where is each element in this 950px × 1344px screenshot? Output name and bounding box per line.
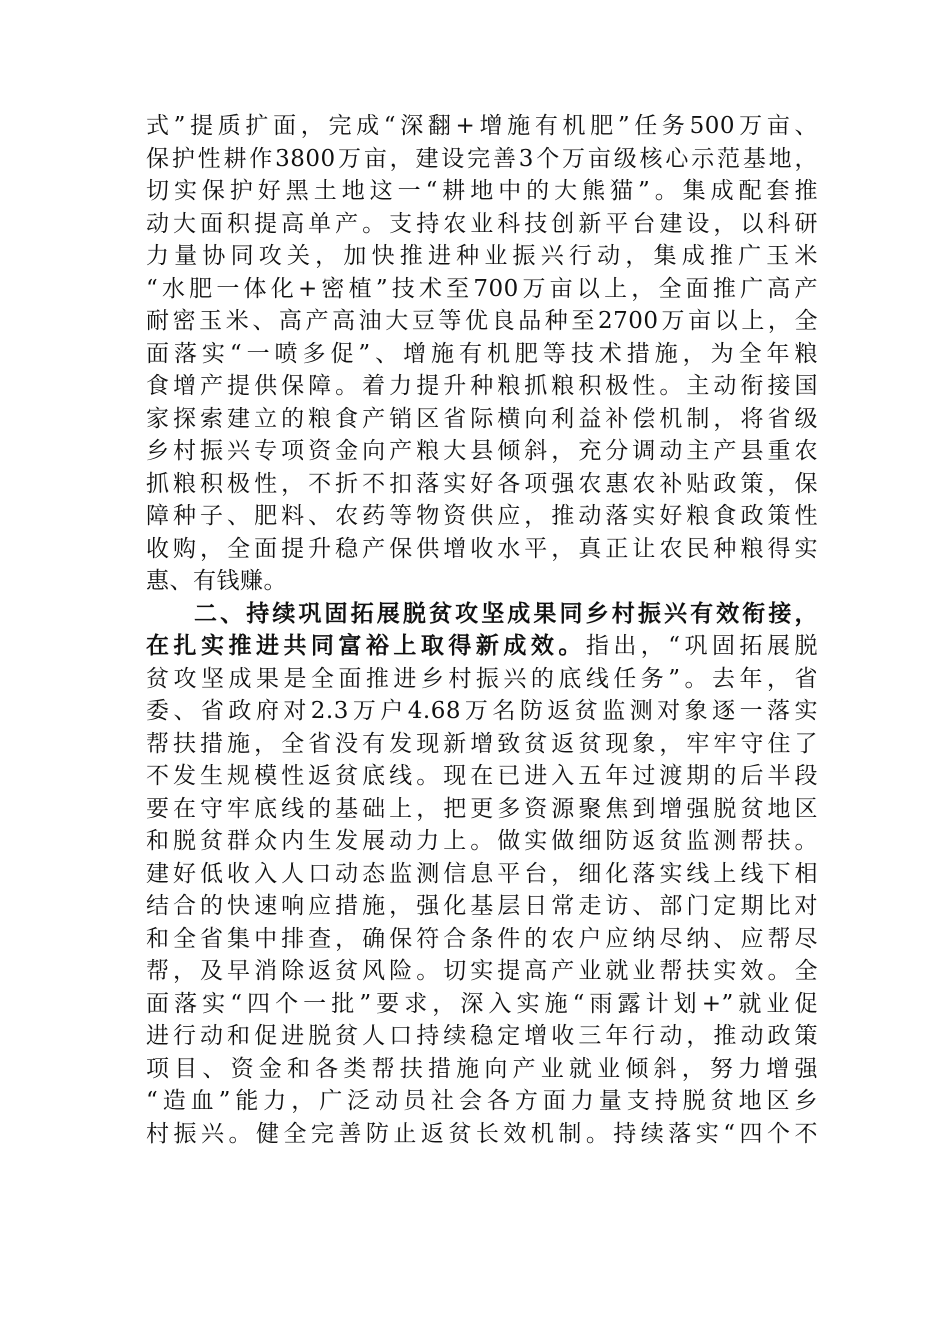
text-line: 贫攻坚成果是全面推进乡村振兴的底线任务”。去年，省 [146, 665, 818, 692]
paragraph-grain-production [146, 110, 818, 598]
text-line: 结合的快速响应措施，强化基层日常走访、部门定期比对 [146, 893, 818, 919]
text-line: 村振兴。健全完善防止返贫长效机制。持续落实“四个不 [146, 1120, 818, 1147]
text-line: 收购，全面提升稳产保供增收水平，真正让农民种粮得实 [146, 535, 818, 562]
text-line: 建好低收入人口动态监测信息平台，细化落实线上线下相 [146, 860, 818, 887]
text-line: 食增产提供保障。着力提升种粮抓粮积极性。主动衔接国 [146, 373, 818, 399]
text-line: 委、省政府对2.3万户4.68万名防返贫监测对象逐一落实 [146, 698, 818, 724]
text-line: 动大面积提高单产。支持农业科技创新平台建设，以科研 [146, 210, 818, 237]
text-line: 障种子、肥料、农药等物资供应，推动落实好粮食政策性 [146, 503, 818, 529]
text-line: 保护性耕作3800万亩，建设完善3个万亩级核心示范基地， [146, 145, 818, 172]
text-line: 耐密玉米、高产高油大豆等优良品种至2700万亩以上，全 [146, 308, 818, 334]
text-fragment: 指出，“巩固拓展脱 [585, 633, 818, 659]
text-line: “水肥一体化+密植”技术至700万亩以上，全面推广高产 [146, 275, 818, 302]
text-line: 抓粮积极性，不折不扣落实好各项强农惠农补贴政策，保 [146, 470, 818, 497]
document-body [146, 110, 818, 1150]
text-line [146, 630, 818, 663]
text-line: 帮扶措施，全省没有发现新增致贫返贫现象，牢牢守住了 [146, 730, 818, 757]
text-line: 面落实“四个一批”要求，深入实施“雨露计划+”就业促 [146, 990, 818, 1017]
text-line: 项目、资金和各类帮扶措施向产业就业倾斜，努力增强 [146, 1055, 818, 1082]
section-heading: 二、持续巩固拓展脱贫攻坚成果同乡村振兴有效衔接， [194, 599, 818, 627]
text-line: 力量协同攻关，加快推进种业振兴行动，集成推广玉米 [146, 243, 818, 269]
paragraph-poverty-alleviation [146, 598, 818, 1151]
text-line: 家探索建立的粮食产销区省际横向利益补偿机制，将省级 [146, 405, 818, 432]
text-line: “造血”能力，广泛动员社会各方面力量支持脱贫地区乡 [146, 1088, 818, 1114]
text-line: 和全省集中排查，确保符合条件的农户应纳尽纳、应帮尽 [146, 925, 818, 952]
text-line: 不发生规模性返贫底线。现在已进入五年过渡期的后半段 [146, 763, 818, 789]
text-line: 乡村振兴专项资金向产粮大县倾斜，充分调动主产县重农 [146, 438, 818, 464]
text-line: 式”提质扩面，完成“深翻+增施有机肥”任务500万亩、 [146, 113, 818, 139]
text-line: 切实保护好黑土地这一“耕地中的大熊猫”。集成配套推 [146, 178, 818, 204]
text-line: 和脱贫群众内生发展动力上。做实做细防返贫监测帮扶。 [146, 828, 818, 854]
text-line: 帮，及早消除返贫风险。切实提高产业就业帮扶实效。全 [146, 958, 818, 984]
text-line: 进行动和促进脱贫人口持续稳定增收三年行动，推动政策 [146, 1023, 818, 1049]
section-heading-continuation: 在扎实推进共同富裕上取得新成效。 [146, 632, 586, 659]
text-line: 要在守牢底线的基础上，把更多资源聚焦到增强脱贫地区 [146, 795, 818, 822]
text-line: 面落实“一喷多促”、增施有机肥等技术措施，为全年粮 [146, 340, 818, 367]
text-line: 惠、有钱赚。 [146, 568, 287, 594]
